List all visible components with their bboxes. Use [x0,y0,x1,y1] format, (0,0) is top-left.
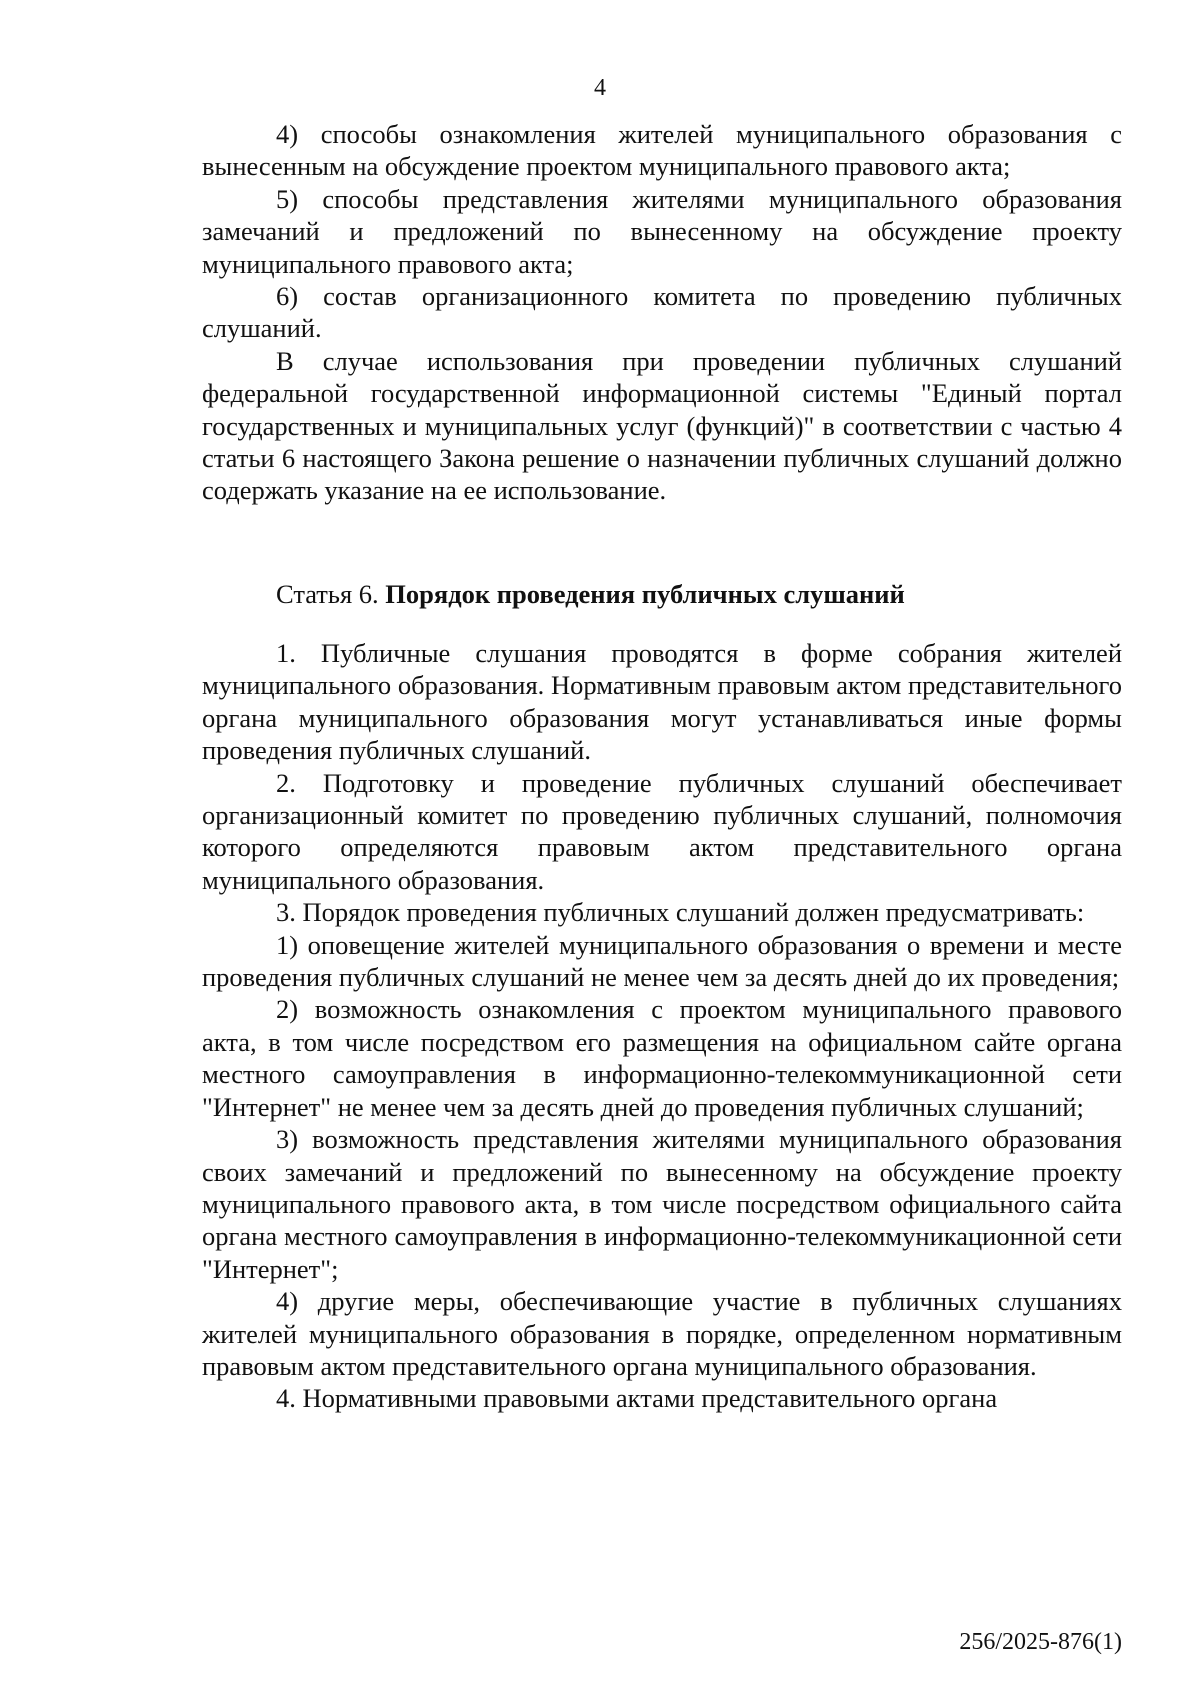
paragraph-clause-4: 4. Нормативными правовыми актами представительного органа [276,1383,998,1414]
paragraph-clause-1: 1. Публичные слушания проводятся в форме собрания жителей муниципального образования. Нормативным правовым актом представительного органа муниципального образования могут устанавливаться иные формы проведения публичных слушаний. [202,638,1122,766]
paragraph-item-5: 5) способы представления жителями муниципального образования замечаний и предложений по вынесенному на обсуждение проекту муниципального правового акта; [202,183,1122,279]
article-title: Порядок проведения публичных слушаний [385,579,905,609]
paragraph-subitem-3: 3) возможность представления жителями муниципального образования своих замечаний и предложений по вынесенному на обсуждение проекту муниципального правового акта, в том числе посредством официального сайта органа местного самоуправления в информационно-телекоммуникационной сети "Интернет"; [202,1124,1122,1284]
document-code: 256/2025-876(1) [959,1629,1122,1655]
paragraph-subitem-1: 1) оповещение жителей муниципального образования о времени и месте проведения публичных слушаний не менее чем за десять дней до их проведения; [202,929,1122,993]
paragraph-clause-3: 3. Порядок проведения публичных слушаний должен предусматривать: [276,897,1085,928]
article-heading [276,578,905,610]
article-label: Статья 6. [276,579,379,609]
paragraph-subitem-4: 4) другие меры, обеспечивающие участие в публичных слушаниях жителей муниципального образования в порядке, определенном нормативным правовым актом представительного органа муниципального образования. [202,1286,1122,1381]
article-body [202,637,1122,1415]
paragraph-subitem-2: 2) возможность ознакомления с проектом муниципального правового акта, в том числе посредством его размещения на официальном сайте органа местного самоуправления в информационно-телекоммуникационной сети "Интернет" не менее чем за десять дней до проведения публичных слушаний; [202,994,1122,1122]
top-paragraphs [202,118,1122,507]
paragraph-item-6: 6) состав организационного комитета по проведению публичных слушаний. [202,281,1122,344]
paragraph-portal-usage: В случае использования при проведении публичных слушаний федеральной государственной информационной системы "Единый портал государственных и муниципальных услуг (функций)" в соответствии с частью 4 статьи 6 настоящего Закона решение о назначении публичных слушаний должно содержать указание на ее использование. [202,345,1122,506]
paragraph-clause-2: 2. Подготовку и проведение публичных слушаний обеспечивает организационный комитет по проведению публичных слушаний, полномочия которого определяются правовым актом представительного органа муниципального образования. [202,767,1122,895]
page-number: 4 [594,75,606,101]
paragraph-item-4: 4) способы ознакомления жителей муниципального образования с вынесенным на обсуждение проектом муниципального правового акта; [202,119,1122,182]
